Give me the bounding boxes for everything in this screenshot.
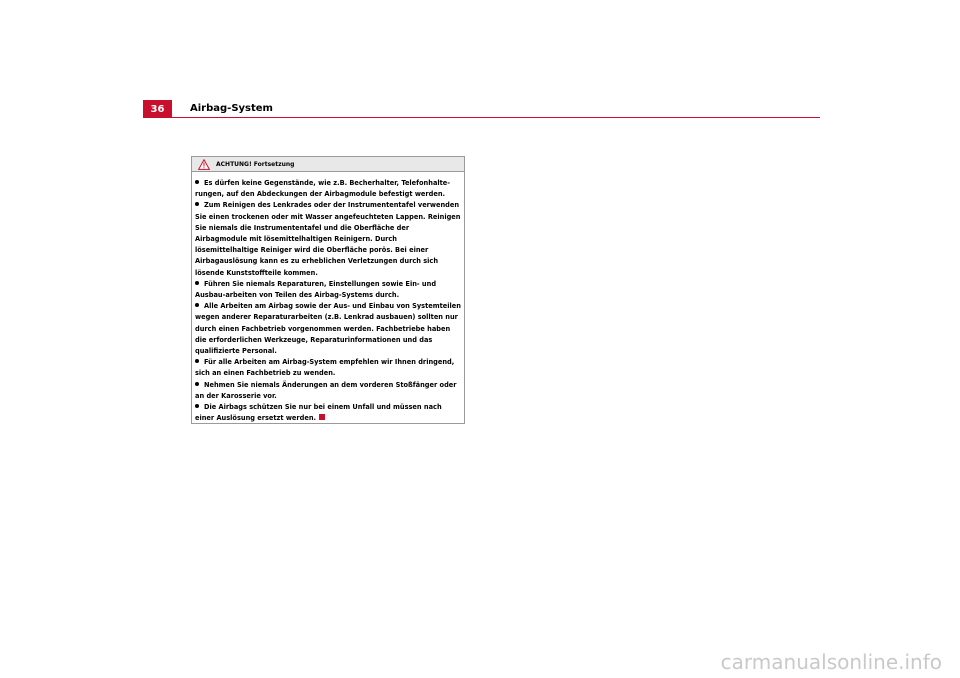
- warning-item-text: Führen Sie niemals Reparaturen, Einstellungen sowie Ein- und Ausbau-arbeiten von Teilen des Airbag-Systems durch.: [195, 279, 437, 300]
- header-divider: [143, 117, 820, 118]
- bullet-icon: [195, 180, 199, 184]
- page-header: [143, 100, 820, 118]
- bullet-icon: [195, 281, 199, 285]
- warning-item: [195, 279, 461, 301]
- warning-item-text: Für alle Arbeiten am Airbag-System empfehlen wir Ihnen dringend, sich an einen Fachbetrieb zu wenden.: [195, 358, 455, 378]
- warning-triangle-icon: [198, 159, 210, 170]
- warning-item-text: Zum Reinigen des Lenkrades oder der Instrumententafel verwenden Sie einen trockenen oder mit Wasser angefeuchteten Lappen. Reinigen Sie niemals die Instrumententafel und die Oberfläche der Airbagmodule mit lösemittelhaltigen Reinigern. Durch lösemittelhaltige Reiniger wird die Oberfläche porös. Bei einer Airbagauslösung kann es zu erheblichen Verletzungen durch sich lösende Kunststoffteile kommen.: [195, 201, 461, 277]
- warning-box: [191, 156, 465, 424]
- bullet-icon: [195, 303, 199, 307]
- warning-item-text: Es dürfen keine Gegenstände, wie z.B. Becherhalter, Telefonhalte-rungen, auf den Abdeckungen der Airbagmodule befestigt werden.: [195, 179, 451, 199]
- warning-item-text: Die Airbags schützen Sie nur bei einem Unfall und müssen nach einer Auslösung ersetzt werden.: [195, 403, 442, 423]
- warning-item-text: Alle Arbeiten am Airbag sowie der Aus- und Einbau von Systemteilen wegen anderer Reparaturarbeiten (z.B. Lenkrad ausbauen) sollten nur durch einen Fachbetrieb vorgenommen werden. Fachbetriebe haben die erforderlichen Werkzeuge, Reparaturinformationen und das qualifizierte Personal.: [195, 302, 461, 356]
- warning-item: [195, 380, 461, 402]
- end-mark-icon: [319, 414, 325, 420]
- warning-header: [192, 157, 464, 172]
- warning-item: [195, 200, 461, 278]
- page-number: 36: [143, 100, 172, 118]
- bullet-icon: [195, 382, 199, 386]
- section-title: Airbag-System: [190, 103, 273, 114]
- bullet-icon: [195, 359, 199, 363]
- watermark: carmanualsonline.info: [720, 650, 942, 674]
- warning-item: [195, 178, 461, 200]
- bullet-icon: [195, 404, 199, 408]
- bullet-icon: [195, 202, 199, 206]
- warning-item: [195, 402, 461, 424]
- warning-body: [192, 172, 464, 424]
- warning-item: [195, 301, 461, 357]
- warning-item: [195, 357, 461, 379]
- warning-title: ACHTUNG! Fortsetzung: [216, 160, 295, 168]
- warning-item-text: Nehmen Sie niemals Änderungen an dem vorderen Stoßfänger oder an der Karosserie vor.: [195, 380, 457, 400]
